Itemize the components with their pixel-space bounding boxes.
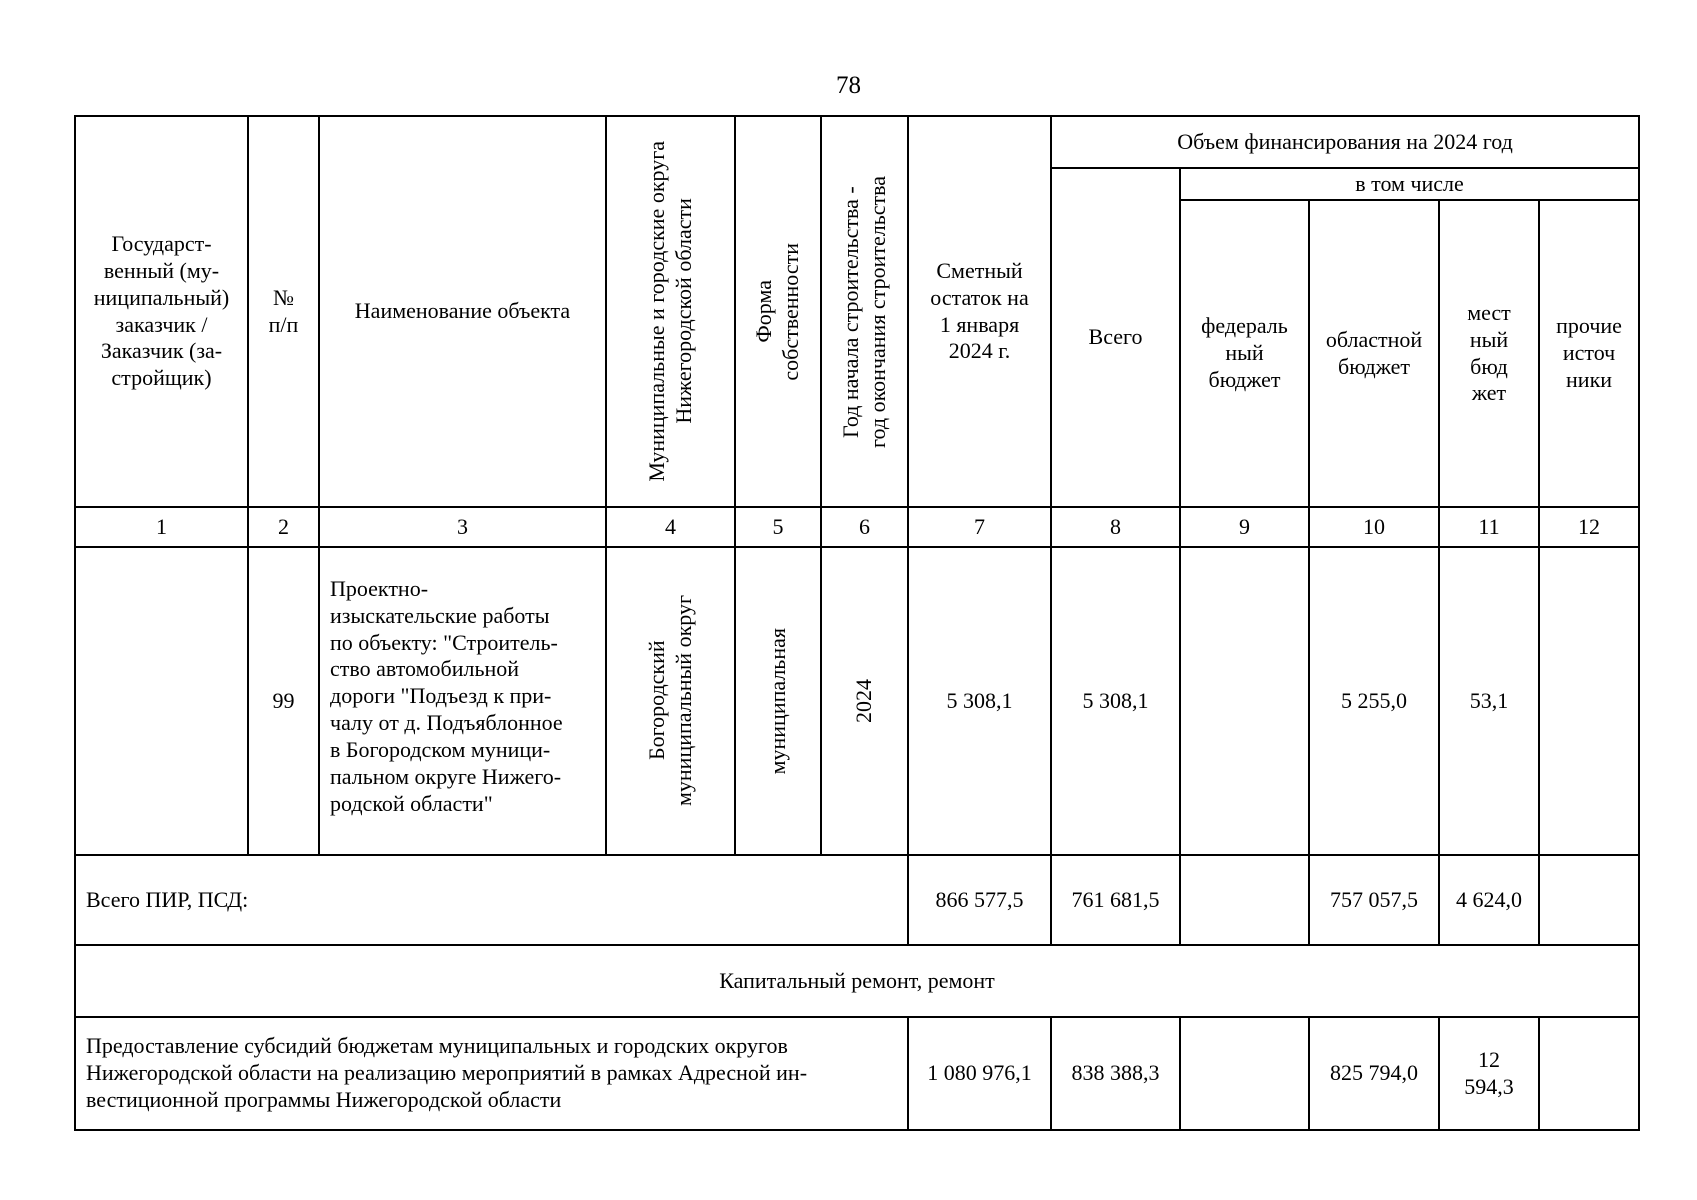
header-federal: федераль ный бюджет — [1180, 200, 1309, 507]
pir-total-total: 761 681,5 — [1051, 855, 1180, 945]
column-number: 3 — [319, 507, 606, 547]
section-title: Капитальный ремонт, ремонт — [75, 945, 1639, 1017]
column-numbers-row — [75, 507, 1639, 547]
header-financing-title: Объем финансирования на 2024 год — [1051, 116, 1639, 168]
header-local: мест ный бюд жет — [1439, 200, 1539, 507]
object-estimate: 5 308,1 — [908, 547, 1051, 855]
object-years — [821, 547, 908, 855]
subsidy-row — [75, 1017, 1639, 1130]
object-municipality-text: Богородский муниципальный округ — [643, 595, 696, 807]
pir-total-regional: 757 057,5 — [1309, 855, 1439, 945]
subsidy-local: 12 594,3 — [1439, 1017, 1539, 1130]
header-customer: Государст- венный (му- ниципальный) заказчик / Заказчик (за- стройщик) — [75, 116, 248, 507]
pir-total-row — [75, 855, 1639, 945]
header-municipality-text: Муниципальные и городские округа Нижегородской области — [643, 141, 696, 482]
header-ownership — [735, 116, 821, 507]
object-customer — [75, 547, 248, 855]
column-number: 5 — [735, 507, 821, 547]
header-object-name: Наименование объекта — [319, 116, 606, 507]
column-number: 7 — [908, 507, 1051, 547]
pir-total-federal — [1180, 855, 1309, 945]
header-including: в том числе — [1180, 168, 1639, 200]
header-years-text: Год начала строительства - год окончания строительства — [837, 175, 890, 448]
subsidy-estimate: 1 080 976,1 — [908, 1017, 1051, 1130]
header-regional: областной бюджет — [1309, 200, 1439, 507]
column-number: 4 — [606, 507, 735, 547]
column-number: 1 — [75, 507, 248, 547]
page-number: 78 — [836, 72, 861, 99]
subsidy-label: Предоставление субсидий бюджетам муниципальных и городских округов Нижегородской области на реализацию мероприятий в рамках Адресной ин- вестиционной программы Нижегородской области — [75, 1017, 908, 1130]
column-number: 9 — [1180, 507, 1309, 547]
header-item-no: № п/п — [248, 116, 319, 507]
object-years-text: 2024 — [851, 679, 877, 723]
pir-total-label: Всего ПИР, ПСД: — [75, 855, 908, 945]
column-number: 6 — [821, 507, 908, 547]
financing-table — [74, 115, 1640, 1131]
column-number: 8 — [1051, 507, 1180, 547]
object-no: 99 — [248, 547, 319, 855]
object-federal — [1180, 547, 1309, 855]
object-municipality — [606, 547, 735, 855]
object-local: 53,1 — [1439, 547, 1539, 855]
object-total: 5 308,1 — [1051, 547, 1180, 855]
header-municipality — [606, 116, 735, 507]
subsidy-federal — [1180, 1017, 1309, 1130]
header-row-1 — [75, 116, 1639, 168]
section-row — [75, 945, 1639, 1017]
object-ownership — [735, 547, 821, 855]
subsidy-regional: 825 794,0 — [1309, 1017, 1439, 1130]
header-estimate-balance: Сметный остаток на 1 января 2024 г. — [908, 116, 1051, 507]
pir-total-other — [1539, 855, 1639, 945]
object-name: Проектно- изыскательские работы по объекту: "Строитель- ство автомобильной дороги "Подъезд к при- чалу от д. Подъяблонное в Богородском муници- пальном округе Нижего- родской области" — [319, 547, 606, 855]
object-ownership-text: муниципальная — [764, 627, 790, 775]
header-ownership-text: Форма собственности — [751, 242, 803, 381]
object-other — [1539, 547, 1639, 855]
column-number: 12 — [1539, 507, 1639, 547]
subsidy-other — [1539, 1017, 1639, 1130]
header-years — [821, 116, 908, 507]
subsidy-total: 838 388,3 — [1051, 1017, 1180, 1130]
header-total: Всего — [1051, 168, 1180, 507]
pir-total-local: 4 624,0 — [1439, 855, 1539, 945]
column-number: 10 — [1309, 507, 1439, 547]
pir-total-estimate: 866 577,5 — [908, 855, 1051, 945]
column-number: 11 — [1439, 507, 1539, 547]
header-other: прочие источ ники — [1539, 200, 1639, 507]
column-number: 2 — [248, 507, 319, 547]
object-row — [75, 547, 1639, 855]
object-regional: 5 255,0 — [1309, 547, 1439, 855]
